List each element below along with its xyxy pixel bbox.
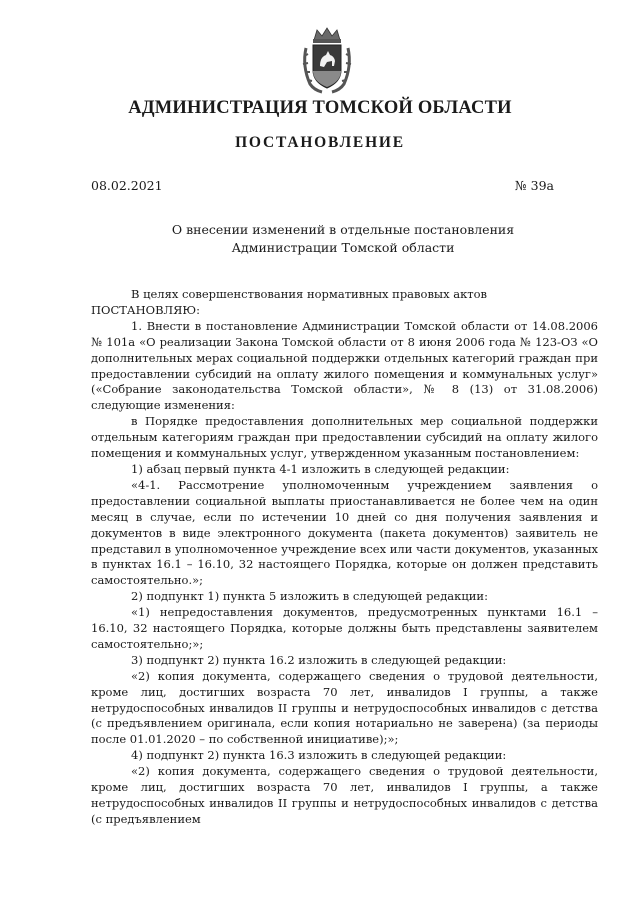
body-paragraph: ПОСТАНОВЛЯЮ:	[91, 302, 201, 317]
body-paragraph: «4-1. Рассмотрение уполномоченным учреждением заявления о предоставлении социальной выплаты приостанавливается не более чем на один месяц в случае, если по истечении 10 дней со дня получения заявления и документов в виде электронного документа (пакета документов) заявитель не представил в уполномоченное учреждение всех или части документов, указанных в пунктах 16.1 – 16.10, 32 настоящего Порядка, которые он должен представить самостоятельно.»;	[91, 477, 598, 588]
body-paragraph: «1) непредоставления документов, предусмотренных пунктами 16.1 – 16.10, 32 настоящего Порядка, которые должны быть представлены заявителем самостоятельно;»;	[91, 605, 598, 651]
body-paragraph: 1) абзац первый пункта 4-1 изложить в следующей редакции:	[131, 461, 510, 476]
subject-line: Администрации Томской области	[231, 239, 455, 255]
body-paragraph: В целях совершенствования нормативных правовых актов	[131, 287, 488, 301]
document-number: № 39а	[514, 178, 554, 193]
body-paragraph: 3) подпункт 2) пункта 16.2 изложить в следующей редакции:	[131, 652, 507, 667]
body-paragraph: 1. Внести в постановление Администрации Томской области от 14.08.2006 № 101а «О реализации Закона Томской области от 8 июня 2006 года № 123-ОЗ «О дополнительных мерах социальной поддержки отдельных категорий граждан при предоставлении субсидий на оплату жилого помещения и коммунальных услуг» («Собрание законодательства Томской области», № 8 (13) от 31.08.2006) следующие изменения:	[91, 318, 598, 413]
body-paragraph: 2) подпункт 1) пункта 5 изложить в следующей редакции:	[131, 589, 488, 604]
body-paragraph: «2) копия документа, содержащего сведения о трудовой деятельности, кроме лиц, достигших возраста 70 лет, инвалидов I группы, а также нетрудоспособных инвалидов II группы и нетрудоспособных инвалидов с детства (с предъявлением оригинала, если копия нотариально не заверена) (за периоды после 01.01.2020 – по собственной инициативе);»;	[91, 668, 598, 747]
body-paragraph: 4) подпункт 2) пункта 16.3 изложить в следующей редакции:	[131, 748, 507, 763]
organization-title: АДМИНИСТРАЦИЯ ТОМСКОЙ ОБЛАСТИ	[128, 98, 512, 118]
subject-line: О внесении изменений в отдельные постановления	[171, 222, 515, 237]
document-subject	[150, 221, 536, 256]
body-paragraph: в Порядке предоставления дополнительных мер социальной поддержки отдельным категориям граждан при предоставлении субсидий на оплату жилого помещения и коммунальных услуг, утвержденном указанным постановлением:	[91, 414, 598, 461]
document-date: 08.02.2021	[91, 178, 163, 193]
tomsk-region-coat-of-arms-icon	[300, 26, 354, 96]
document-type-title: ПОСТАНОВЛЕНИЕ	[235, 134, 405, 151]
body-paragraph: «2) копия документа, содержащего сведения о трудовой деятельности, кроме лиц, достигших возраста 70 лет, инвалидов I группы, а также нетрудоспособных инвалидов II группы и нетрудоспособных инвалидов с детства (с предъявлением	[91, 764, 598, 826]
document-body	[91, 287, 598, 828]
